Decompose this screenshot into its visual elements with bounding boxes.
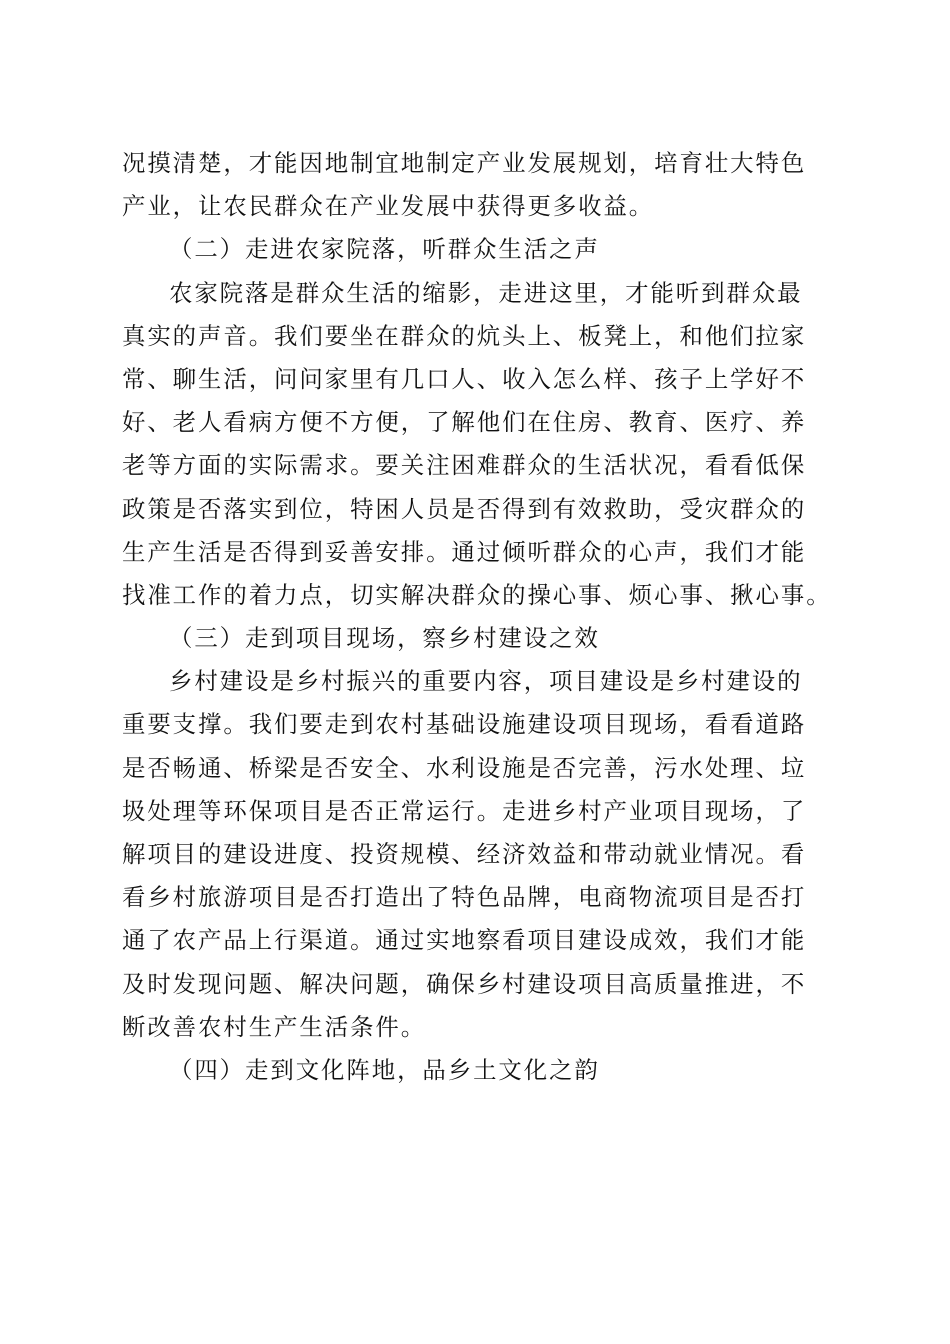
text-line: 解项目的建设进度、投资规模、经济效益和带动就业情况。看: [122, 840, 807, 868]
text-line: 产业，让农民群众在产业发展中获得更多收益。: [122, 192, 655, 221]
text-line: 乡村建设是乡村振兴的重要内容，项目建设是乡村建设的: [169, 667, 803, 696]
section-heading-4: （四）走到文化阵地，品乡土文化之韵: [169, 1055, 600, 1084]
section-heading-3: （三）走到项目现场，察乡村建设之效: [169, 624, 600, 653]
text-line: 生产生活是否得到妥善安排。通过倾听群众的心声，我们才能: [122, 537, 807, 566]
text-line: 农家院落是群众生活的缩影，走进这里，才能听到群众最: [169, 278, 803, 307]
text-line: 好、老人看病方便不方便，了解他们在住房、教育、医疗、养: [122, 408, 807, 437]
text-line: 断改善农村生产生活条件。: [122, 1012, 427, 1041]
text-line: 找准工作的着力点，切实解决群众的操心事、烦心事、揪心事。: [122, 580, 832, 609]
text-line: 真实的声音。我们要坐在群众的炕头上、板凳上，和他们拉家: [122, 321, 807, 350]
text-line: 重要支撑。我们要走到农村基础设施建设项目现场，看看道路: [122, 710, 807, 739]
paragraph-continuation: [122, 142, 822, 228]
text-line: 及时发现问题、解决问题，确保乡村建设项目高质量推进，不: [122, 969, 807, 998]
text-line: 常、聊生活，问问家里有几口人、收入怎么样、孩子上学好不: [122, 364, 807, 393]
section-heading-2: （二）走进农家院落，听群众生活之声: [169, 235, 600, 264]
text-line: 政策是否落实到位，特困人员是否得到有效救助，受灾群众的: [122, 494, 807, 523]
text-line: 看乡村旅游项目是否打造出了特色品牌，电商物流项目是否打: [122, 883, 807, 912]
text-line: 老等方面的实际需求。要关注困难群众的生活状况，看看低保: [122, 451, 807, 480]
paragraph-farmyard: [122, 272, 832, 618]
text-line: 是否畅通、桥梁是否安全、水利设施是否完善，污水处理、垃: [122, 753, 807, 782]
text-line: 通了农产品上行渠道。通过实地察看项目建设成效，我们才能: [122, 926, 807, 955]
text-line: 圾处理等环保项目是否正常运行。走进乡村产业项目现场，了: [122, 796, 807, 825]
paragraph-project-site: [122, 660, 822, 1049]
document-body: [122, 142, 832, 1092]
text-line: 况摸清楚，才能因地制宜地制定产业发展规划，培育壮大特色: [122, 149, 807, 177]
